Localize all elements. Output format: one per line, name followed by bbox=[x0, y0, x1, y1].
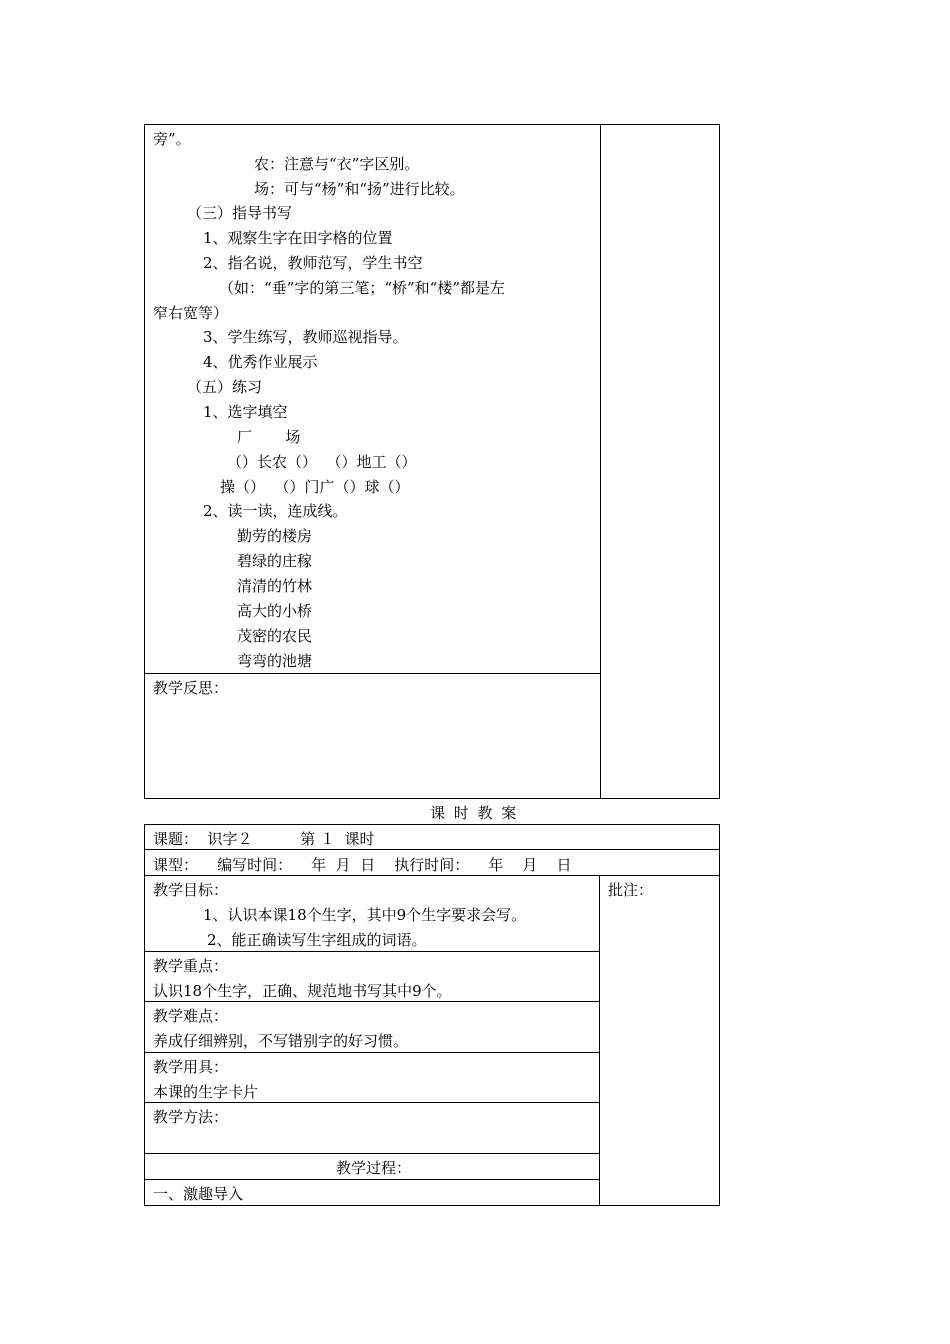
text-line: 1、选字填空 bbox=[203, 403, 288, 421]
top-table-column-divider bbox=[600, 124, 601, 799]
row-divider bbox=[144, 1052, 600, 1053]
objective-item: 1、认识本课18个生字，其中9个生字要求会写。 bbox=[203, 906, 527, 924]
top-table-row-divider bbox=[144, 673, 601, 674]
text-line: 3、学生练写，教师巡视指导。 bbox=[203, 328, 408, 346]
methods-label: 教学方法： bbox=[153, 1108, 229, 1126]
row-divider bbox=[144, 849, 720, 850]
text-line: 场：可与“杨”和“扬”进行比较。 bbox=[254, 180, 465, 198]
text-line: 旁”。 bbox=[153, 130, 191, 148]
difficulties-label: 教学难点： bbox=[153, 1007, 229, 1025]
objectives-label: 教学目标： bbox=[153, 881, 229, 899]
text-line: （如：“垂”字的第三笔；“桥”和“楼”都是左 bbox=[219, 279, 506, 297]
text-line: 高大的小桥 bbox=[237, 602, 313, 620]
key-points-label: 教学重点： bbox=[153, 957, 229, 975]
text-line: 窄右宽等） bbox=[153, 304, 229, 322]
text-line: 农：注意与“衣”字区别。 bbox=[254, 155, 420, 173]
text-line: 弯弯的池塘 bbox=[237, 652, 313, 670]
text-line: （三）指导书写 bbox=[187, 204, 293, 222]
lesson-plan-heading: 课 时 教 案 bbox=[430, 804, 519, 822]
text-line: 2、指名说，教师范写，学生书空 bbox=[203, 254, 423, 272]
row-divider bbox=[144, 1001, 600, 1002]
text-line: 碧绿的庄稼 bbox=[237, 552, 313, 570]
text-line: 厂 场 bbox=[237, 428, 301, 446]
tools-text: 本课的生字卡片 bbox=[153, 1083, 259, 1101]
text-line: （）长农（） （）地工（） bbox=[227, 453, 417, 471]
text-line: 1、观察生字在田字格的位置 bbox=[203, 229, 393, 247]
text-line: 茂密的农民 bbox=[237, 627, 313, 645]
text-line: （五）练习 bbox=[187, 378, 263, 396]
text-line: 操（） （）门广（）球（） bbox=[220, 478, 410, 496]
objective-item: 2、能正确读写生字组成的词语。 bbox=[207, 931, 427, 949]
first-step: 一、激趣导入 bbox=[153, 1185, 244, 1203]
row-divider bbox=[144, 1102, 600, 1103]
text-line: 4、优秀作业展示 bbox=[203, 353, 318, 371]
tools-label: 教学用具： bbox=[153, 1058, 229, 1076]
comment-label: 批注： bbox=[608, 881, 654, 899]
text-line: 清清的竹林 bbox=[237, 577, 313, 595]
reflection-label: 教学反思： bbox=[153, 679, 229, 697]
row-divider bbox=[144, 951, 600, 952]
text-line: 2、读一读，连成线。 bbox=[203, 502, 348, 520]
process-label: 教学过程： bbox=[336, 1159, 412, 1177]
row-divider bbox=[144, 1179, 600, 1180]
difficulties-text: 养成仔细辨别，不写错别字的好习惯。 bbox=[153, 1032, 409, 1050]
text-line: 勤劳的楼房 bbox=[237, 527, 313, 545]
topic-row: 课题： 识字２ 第 １ 课时 bbox=[153, 830, 375, 848]
key-points-text: 认识18个生字，正确、规范地书写其中9个。 bbox=[153, 982, 452, 1000]
row-divider bbox=[144, 1153, 600, 1154]
row-divider bbox=[144, 875, 720, 876]
type-row: 课型： 编写时间： 年 月 日 执行时间： 年 月 日 bbox=[153, 856, 572, 874]
comment-column-divider bbox=[599, 875, 600, 1206]
